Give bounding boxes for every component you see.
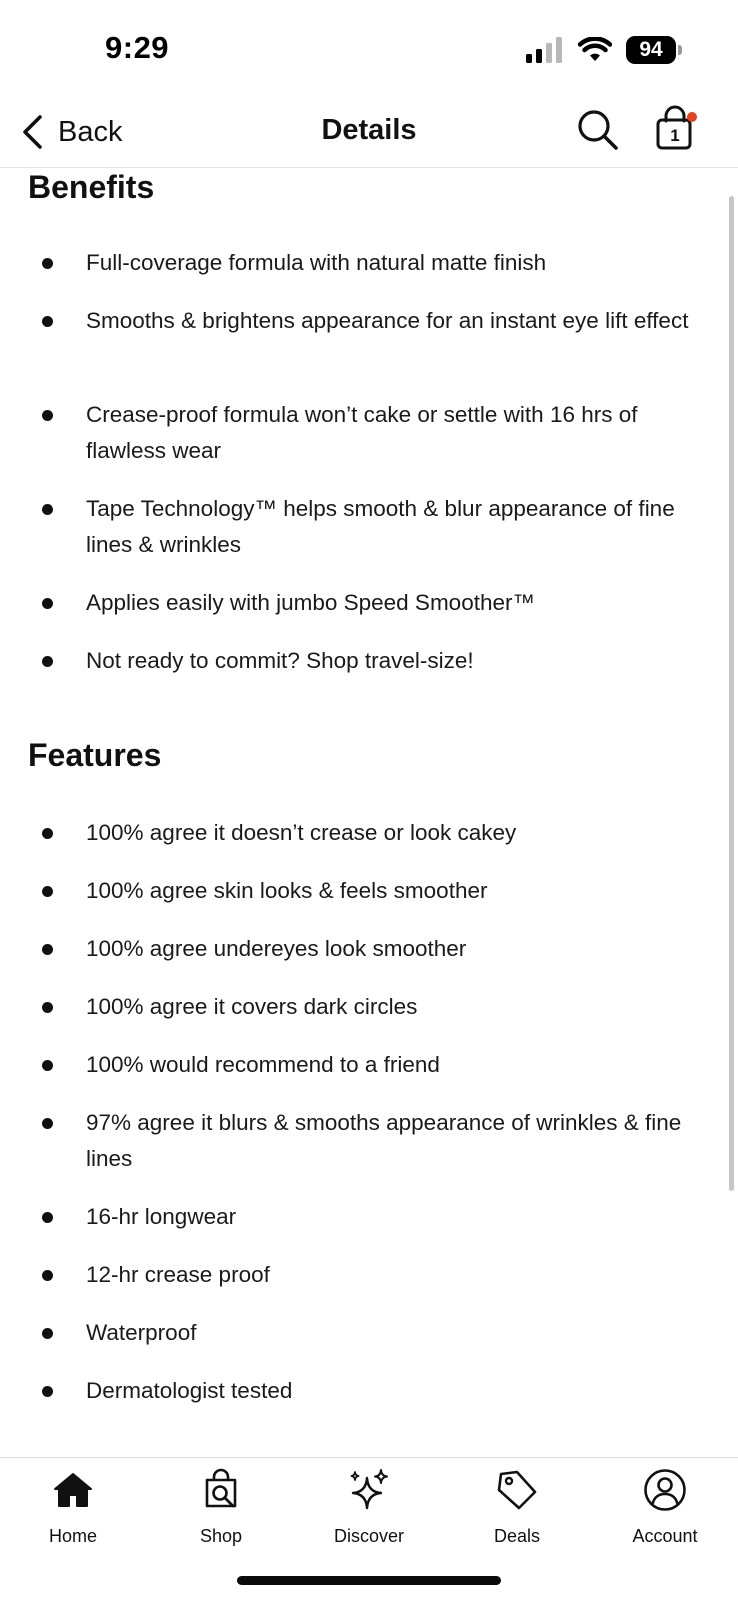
list-item-text: Tape Technology™ helps smooth & blur appearance of fine lines & wrinkles xyxy=(86,496,675,557)
battery-level: 94 xyxy=(639,38,663,61)
list-item-text: 100% agree skin looks & feels smoother xyxy=(86,878,488,903)
tab-label: Home xyxy=(48,1526,97,1546)
tab-deals[interactable] xyxy=(457,1468,577,1554)
page-title: Details xyxy=(321,114,417,146)
list-item-text: Crease-proof formula won’t cake or settle with 16 hrs of flawless wear xyxy=(86,402,638,463)
bullet-icon xyxy=(42,410,53,421)
account-icon xyxy=(643,1468,687,1512)
list-item-text: Not ready to commit? Shop travel-size! xyxy=(86,648,474,673)
shop-bag-search-icon xyxy=(199,1468,243,1512)
bullet-icon xyxy=(42,316,53,327)
bullet-icon xyxy=(42,1386,53,1397)
bullet-icon xyxy=(42,656,53,667)
list-item-text: 97% agree it blurs & smooths appearance of wrinkles & fine lines xyxy=(86,1110,682,1171)
list-item-text: 12-hr crease proof xyxy=(86,1262,270,1287)
bullet-icon xyxy=(42,944,53,955)
section-title-benefits: Benefits xyxy=(28,169,155,205)
bullet-icon xyxy=(42,598,53,609)
battery-indicator xyxy=(626,36,676,64)
tab-discover[interactable] xyxy=(309,1468,429,1554)
tab-label: Deals xyxy=(493,1526,541,1546)
bullet-icon xyxy=(42,1060,53,1071)
list-item-text: 100% would recommend to a friend xyxy=(86,1052,440,1077)
bullet-icon xyxy=(42,258,53,269)
cart-button[interactable] xyxy=(652,104,698,154)
list-item-text: Smooths & brightens appearance for an instant eye lift effect xyxy=(86,308,689,333)
details-content[interactable] xyxy=(0,169,738,1457)
scrollbar[interactable] xyxy=(729,196,734,1191)
bullet-icon xyxy=(42,1270,53,1281)
nav-bar xyxy=(0,100,738,168)
bullet-icon xyxy=(42,886,53,897)
status-bar xyxy=(0,0,738,100)
search-button[interactable] xyxy=(576,108,620,152)
list-item-text: Applies easily with jumbo Speed Smoother™ xyxy=(86,590,535,615)
wifi-icon xyxy=(578,37,612,63)
battery-nub xyxy=(678,45,682,55)
sparkles-icon xyxy=(347,1468,391,1512)
cellular-signal-icon xyxy=(526,37,564,63)
section-title-features: Features xyxy=(28,737,162,773)
list-item-text: 16-hr longwear xyxy=(86,1204,237,1229)
status-time: 9:29 xyxy=(105,30,170,65)
home-indicator[interactable] xyxy=(237,1576,501,1585)
bullet-icon xyxy=(42,1328,53,1339)
home-icon xyxy=(51,1468,95,1512)
list-item-text: Dermatologist tested xyxy=(86,1378,293,1403)
tab-home[interactable] xyxy=(13,1468,133,1554)
status-icons xyxy=(526,36,676,64)
list-item-text: Waterproof xyxy=(86,1320,197,1345)
bullet-icon xyxy=(42,1002,53,1013)
tab-account[interactable] xyxy=(605,1468,725,1554)
list-item-text: 100% agree it covers dark circles xyxy=(86,994,418,1019)
search-icon xyxy=(576,108,620,152)
list-item-text: 100% agree undereyes look smoother xyxy=(86,936,467,961)
cart-count: 1 xyxy=(670,126,680,145)
cart-badge-dot xyxy=(687,112,697,122)
tab-label: Shop xyxy=(199,1526,243,1546)
list-item-text: 100% agree it doesn’t crease or look cakey xyxy=(86,820,517,845)
tab-label: Account xyxy=(632,1526,698,1546)
tab-shop[interactable] xyxy=(161,1468,281,1554)
list-item-text: Full-coverage formula with natural matte finish xyxy=(86,250,547,275)
bullet-icon xyxy=(42,1212,53,1223)
back-label: Back xyxy=(58,115,123,148)
bullet-icon xyxy=(42,828,53,839)
tab-label: Discover xyxy=(333,1526,404,1546)
bullet-icon xyxy=(42,1118,53,1129)
bullet-icon xyxy=(42,504,53,515)
tag-icon xyxy=(495,1468,539,1512)
